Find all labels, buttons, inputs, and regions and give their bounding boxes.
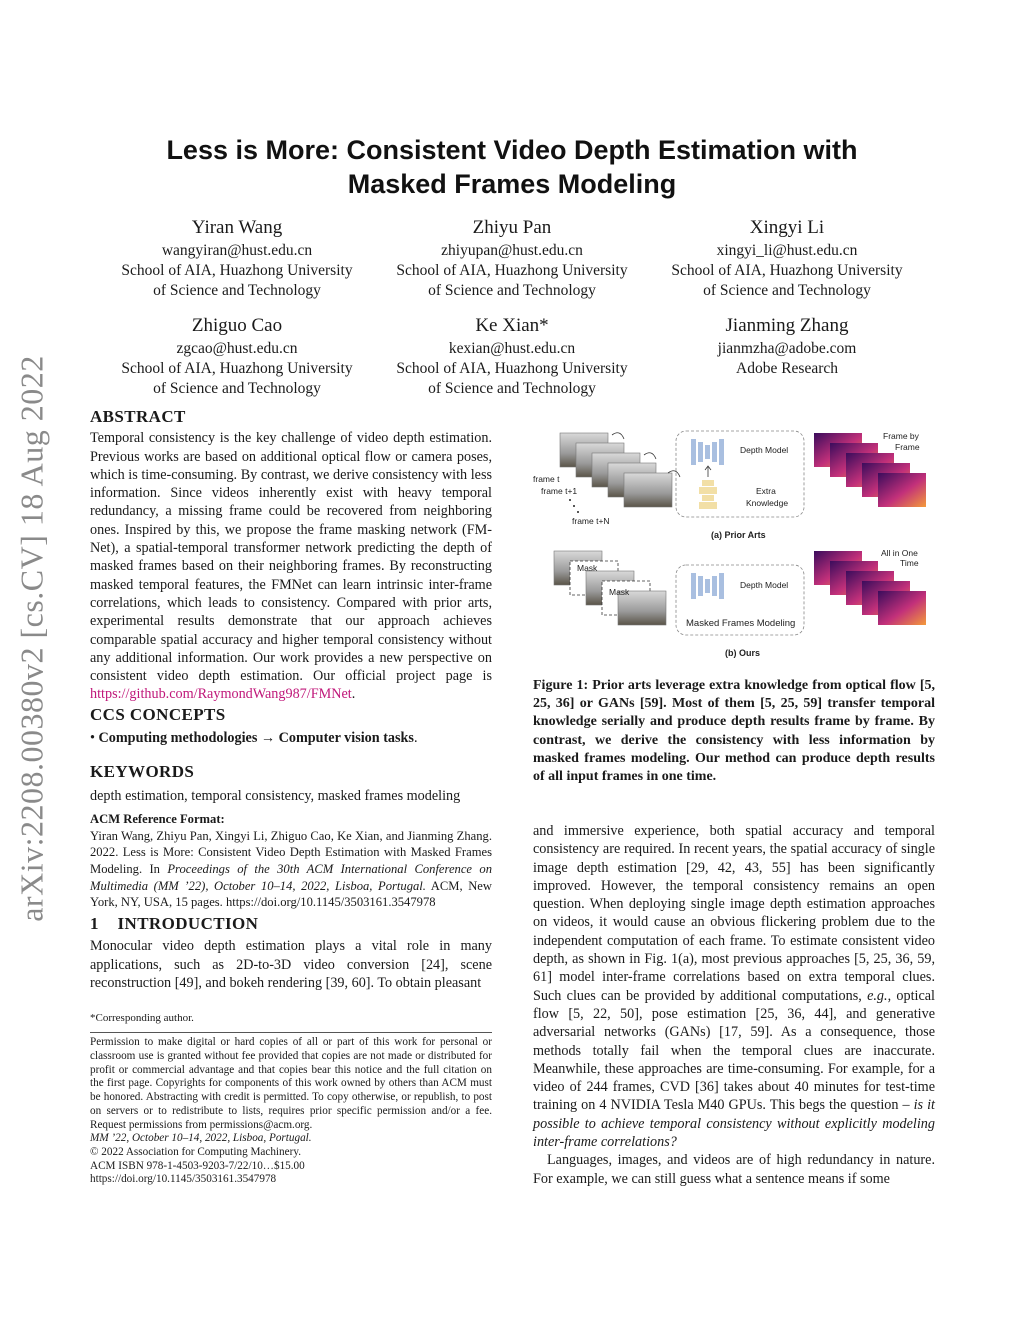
abstract-text xyxy=(90,429,492,703)
label-knowledge: Knowledge xyxy=(746,498,789,508)
label-frame-t: frame t xyxy=(533,474,560,484)
label-frame-t1: frame t+1 xyxy=(541,486,578,496)
author-block xyxy=(97,314,377,399)
author-name: Yiran Wang xyxy=(191,217,283,238)
ellipsis-dot xyxy=(577,511,579,513)
ellipsis-dot xyxy=(569,499,571,501)
author-email: zgcao@hust.edu.cn xyxy=(176,340,298,357)
ccs-period: . xyxy=(413,730,418,747)
prior-arts-input-frames xyxy=(560,433,680,507)
ours-depth-model-icon xyxy=(691,573,724,599)
abstract-body: Temporal consistency is the key challenge of video depth estimation. Previous works are based on additional optical flow or camera poses, which is time-consuming. By contrast, we derive consistency with less information. Since videos inherently exist with heavy temporal redundancy, a missing frame could be recovered from neighboring ones. Inspired by this, we propose the frame masking network (FM-Net), a spatial-temporal transformer network predicting the depth of masked frames based on their neighboring frames. By reconstructing masked temporal features, the FMNet can learn intrinsic inter-frame correlations, which leads to consistency. Compared with prior arts, experimental results demonstrate that our approach achieves comparable spatial accuracy and higher temporal consistency without any additional information. Our work provides a new perspective on consistent video depth estimation. Our official project page is xyxy=(90,430,492,685)
author-affiliation: of Science and Technology xyxy=(428,282,596,299)
serial-arrow xyxy=(644,453,656,459)
ccs-heading: CCS CONCEPTS xyxy=(90,704,226,724)
pub-doi: https://doi.org/10.1145/3503161.3547978 xyxy=(90,1173,277,1186)
depth-map xyxy=(878,473,926,507)
intro-paragraph xyxy=(533,822,935,1151)
title-line-1: Less is More: Consistent Video Depth Estimation with xyxy=(166,135,858,165)
acm-reference-venue: Proceedings of the 30th ACM International Conference on Multimedia (MM ’22), October 10–14, 2022, Lisboa, Portugal. xyxy=(90,862,492,893)
depth-model-encoder-icon xyxy=(691,439,724,465)
author-block xyxy=(647,216,927,301)
label-frame-by: Frame by xyxy=(883,431,919,441)
intro-question: is it possible to achieve temporal consistency without explicitly modeling inter-frame correlations? xyxy=(533,1097,935,1151)
acm-reference-tail: ACM, New York, NY, USA, 15 pages. https://doi.org/10.1145/3503161.3547978 xyxy=(90,878,492,910)
author-name: Jianming Zhang xyxy=(725,315,849,336)
ellipsis-dot xyxy=(573,505,575,507)
author-affiliation: of Science and Technology xyxy=(428,380,596,397)
ccs-bullet: • xyxy=(90,730,95,747)
author-email: jianmzha@adobe.com xyxy=(717,340,857,357)
intro-eg: e.g. xyxy=(867,987,888,1004)
label-extra: Extra xyxy=(756,486,776,496)
author-name: Xingyi Li xyxy=(749,217,825,238)
keywords-text: depth estimation, temporal consistency, masked frames modeling xyxy=(90,787,461,804)
author-affiliation: of Science and Technology xyxy=(703,282,871,299)
serial-arrow xyxy=(612,433,624,439)
label-mask: Mask xyxy=(577,563,598,573)
label-ours: (b) Ours xyxy=(725,648,760,658)
acm-reference-heading: ACM Reference Format: xyxy=(90,811,225,826)
author-affiliation: of Science and Technology xyxy=(153,380,321,397)
label-frame: Frame xyxy=(895,442,920,452)
introduction-heading: 1 INTRODUCTION xyxy=(90,914,259,934)
input-frame xyxy=(624,473,672,507)
pub-venue: MM ’22, October 10–14, 2022, Lisboa, Portugal. xyxy=(90,1132,312,1144)
left-column xyxy=(90,408,492,992)
extra-knowledge-icon xyxy=(699,480,717,509)
author-affiliation: School of AIA, Huazhong University xyxy=(121,262,353,279)
depth-map xyxy=(878,591,926,625)
publication-info xyxy=(90,1132,492,1187)
author-block xyxy=(97,216,377,301)
ccs-item: Computing methodologies → Computer vision tasks xyxy=(98,730,414,747)
figure-1-caption: Figure 1: Prior arts leverage extra knowledge from optical flow [5, 25, 36] or GANs [59]. Most of them [5, 25, 59] transfer temporal knowledge serially and produce depth results frame by frame. By contrast, we derive the consistency with less information by masked frames modeling. Our method can produce depth results of all input frames in one time. xyxy=(533,678,935,785)
author-block xyxy=(647,314,927,379)
figure-1 xyxy=(528,425,938,665)
label-prior-arts: (a) Prior Arts xyxy=(711,530,766,540)
footnote-divider xyxy=(90,1032,492,1033)
keywords-heading: KEYWORDS xyxy=(90,762,195,782)
abstract-heading: ABSTRACT xyxy=(90,407,186,426)
label-depth-model: Depth Model xyxy=(740,445,789,455)
author-affiliation: School of AIA, Huazhong University xyxy=(396,262,628,279)
author-name: Zhiguo Cao xyxy=(191,315,283,336)
author-name: Zhiyu Pan xyxy=(472,217,552,238)
footnote: *Corresponding author. xyxy=(90,1012,194,1024)
label-time: Time xyxy=(900,558,919,568)
author-email: xingyi_li@hust.edu.cn xyxy=(716,242,858,259)
label-masked-frames-modeling: Masked Frames Modeling xyxy=(686,618,796,629)
label-all-in-one: All in One xyxy=(881,548,918,558)
ccs-concepts xyxy=(90,729,492,747)
acm-reference-text xyxy=(90,828,492,912)
arxiv-identifier: arXiv:2208.00380v2 [cs.CV] 18 Aug 2022 xyxy=(13,355,50,922)
permission-notice: Permission to make digital or hard copies of all or part of this work for personal or classroom use is granted without fee provided that copies are not made or distributed for profit or commercial advantage and that copies bear this notice and the full citation on the first page. Copyrights for components of this work owned by others than ACM must be honored. Abstracting with credit is permitted. To copy otherwise, or republish, to post on servers or to redistribute to lists, requires prior specific permission and/or a fee. Request permissions from permissions@acm.org. xyxy=(90,1036,492,1131)
label-frame-tn: frame t+N xyxy=(572,516,610,526)
abstract-period: . xyxy=(351,686,356,703)
author-block xyxy=(372,216,652,301)
label-mask: Mask xyxy=(609,587,630,597)
title-line-2: Masked Frames Modeling xyxy=(347,169,677,199)
project-page-link[interactable]: https://github.com/RaymondWang987/FMNet xyxy=(90,686,352,703)
author-email: kexian@hust.edu.cn xyxy=(448,340,576,357)
author-affiliation: of Science and Technology xyxy=(153,282,321,299)
author-email: zhiyupan@hust.edu.cn xyxy=(441,242,583,259)
author-email: wangyiran@hust.edu.cn xyxy=(161,242,313,259)
right-column xyxy=(533,822,935,1188)
acm-reference-body: Yiran Wang, Zhiyu Pan, Xingyi Li, Zhiguo Cao, Ke Xian, and Jianming Zhang. 2022. Less is More: Consistent Video Depth Estimation with Masked Frames Modeling. In xyxy=(90,828,492,877)
author-block xyxy=(372,314,652,399)
introduction-text: Monocular video depth estimation plays a vital role in many applications, such as 2D-to-3D video conversion [24], scene reconstruction [49], and bokeh rendering [39, 60]. To obtain pleasant xyxy=(90,938,492,992)
intro-paragraph: Languages, images, and videos are of high redundancy in nature. For example, we can still guess what a sentence means if some xyxy=(533,1152,935,1187)
acm-reference xyxy=(90,811,492,911)
pub-copyright: © 2022 Association for Computing Machinery. xyxy=(90,1145,301,1158)
author-name: Ke Xian* xyxy=(475,315,549,336)
label-depth-model-ours: Depth Model xyxy=(740,580,789,590)
paper-title xyxy=(0,133,1024,201)
intro-paragraph-part: and immersive experience, both spatial accuracy and temporal consistency are required. In recent years, the spatial accuracy of single image depth estimation [29, 42, 43, 55] has been significantly improved. However, the temporal consistency remains an open question. When deploying single image depth estimation approaches on videos, it would cause an obvious flickering problem due to the independent computation of each frame. To estimate consistent video depth, as shown in Fig. 1(a), most previous approaches [5, 25, 36, 59, 61] model inter-frame correlations based on extra temporal clues. Such clues can be provided by additional computations, xyxy=(533,823,935,1004)
author-affiliation: School of AIA, Huazhong University xyxy=(671,262,903,279)
pub-isbn: ACM ISBN 978-1-4503-9203-7/22/10…$15.00 xyxy=(90,1159,305,1172)
intro-paragraph-part: , optical flow [5, 22, 50], pose estimation [25, 36, 44], and generative adversarial networks (GANs) [17, 59]. As a consequence, those methods totally fail when the temporal clues are inaccurate. Meanwhile, these approaches are time-consuming. For example, for a video of 244 frames, CVD [36] takes about 40 minutes for test-time training on 4 NVIDIA Tesla M40 GPUs. This begs the question – xyxy=(533,987,935,1114)
author-affiliation: School of AIA, Huazhong University xyxy=(396,360,628,377)
author-affiliation: Adobe Research xyxy=(736,360,838,377)
author-affiliation: School of AIA, Huazhong University xyxy=(121,360,353,377)
